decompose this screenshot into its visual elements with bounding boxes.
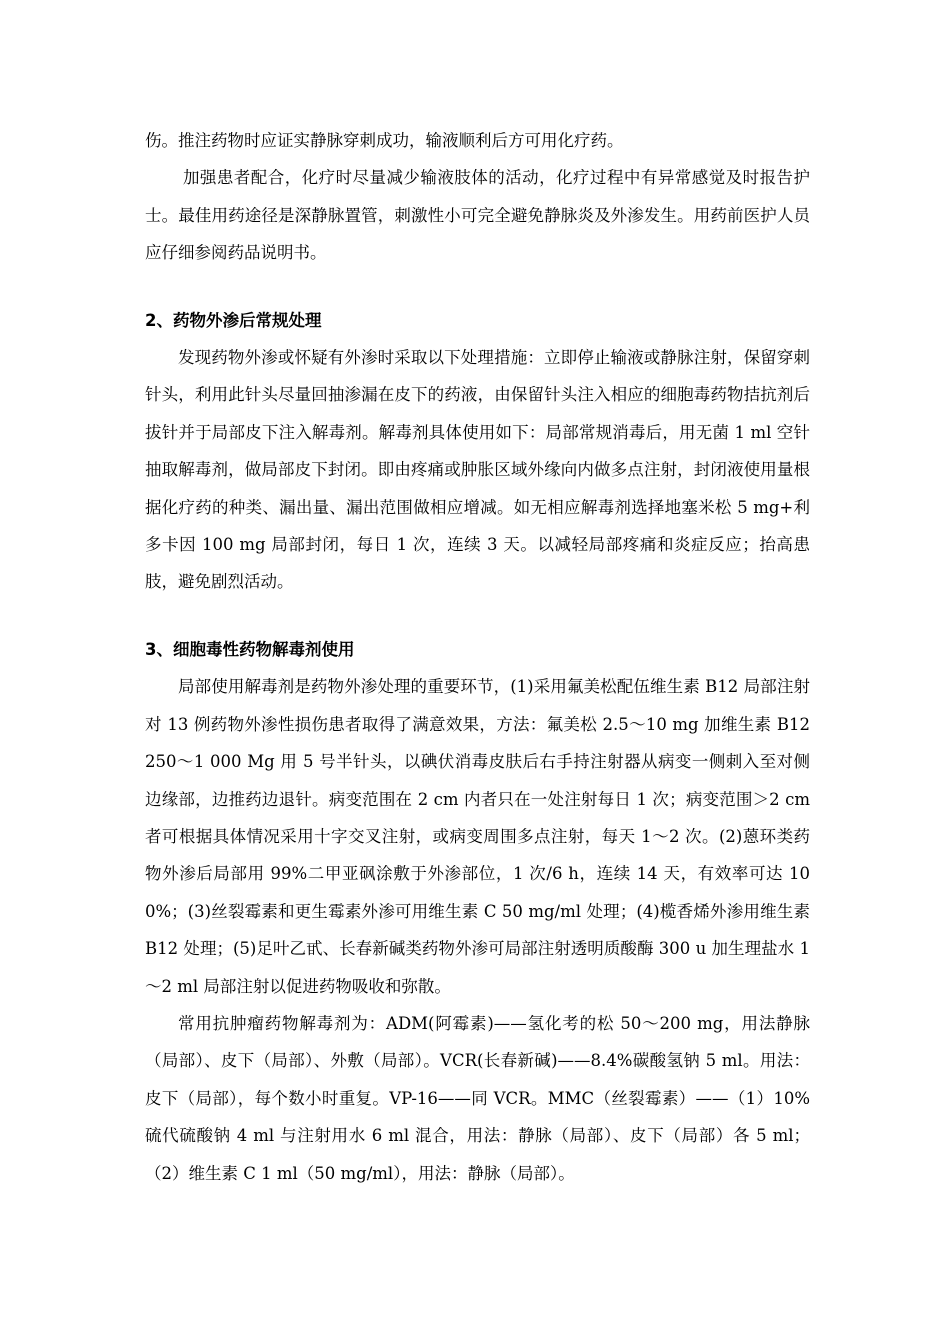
section-2-paragraph: 发现药物外渗或怀疑有外渗时采取以下处理措施：立即停止输液或静脉注射，保留穿刺针头，利用此针头尽量回抽渗漏在皮下的药液，由保留针头注入相应的细胞毒药物拮抗剂后拔针并于局部皮下注入解毒剂。解毒剂具体使用如下：局部常规消毒后，用无菌 1 ml 空针抽取解毒剂，做局部皮下封闭。即由疼痛或肿胀区域外缘向内做多点注射，封闭液使用量根据化疗药的种类、漏出量、漏出范围做相应增减。如无相应解毒剂选择地塞米松 5 mg+利多卡因 100 mg 局部封闭，每日 1 次，连续 3 天。以减轻局部疼痛和炎症反应；抬高患肢，避免剧烈活动。 [145, 348, 810, 592]
section-3-paragraph-local-antidote: 局部使用解毒剂是药物外渗处理的重要环节，(1)采用氟美松配伍维生素 B12 局部注射对 13 例药物外渗性损伤患者取得了满意效果，方法：氟美松 2.5～10 mg 加维生素 B12 250～1 000 Mg 用 5 号半针头，以碘伏消毒皮肤后右手持注射器从病变一侧刺入至对侧边缘部，边推药边退针。病变范围在 2 cm 内者只在一处注射每日 1 次；病变范围＞2 cm 者可根据具体情况采用十字交叉注射，或病变周围多点注射，每天 1～2 次。(2)蒽环类药物外渗后局部用 99%二甲亚砜涂敷于外渗部位，1 次/6 h，连续 14 天，有效率可达 100%；(3)丝裂霉素和更生霉素外渗可用维生素 C 50 mg/ml 处理；(4)榄香烯外渗用维生素 B12 处理；(5)足叶乙甙、长春新碱类药物外渗可局部注射透明质酸酶 300 u 加生理盐水 1～2 ml 局部注射以促进药物吸收和弥散。 [145, 677, 810, 996]
section-spacer [145, 272, 810, 302]
section-3-paragraph-common-antidotes: 常用抗肿瘤药物解毒剂为：ADM(阿霉素)——氢化考的松 50～200 mg，用法静脉（局部）、皮下（局部）、外敷（局部）。VCR(长春新碱)——8.4%碳酸氢钠 5 ml。用法：皮下（局部），每个数小时重复。VP-16——同 VCR。MMC（丝裂霉素）——（1）10%硫代硫酸钠 4 ml 与注射用水 6 ml 混合，用法：静脉（局部）、皮下（局部）各 5 ml；（2）维生素 C 1 ml（50 mg/ml），用法：静脉（局部）。 [145, 1013, 810, 1183]
document-page [145, 122, 810, 1192]
section-2-heading: 2、药物外渗后常规处理 [145, 310, 322, 330]
intro-paragraph-continuation: 伤。推注药物时应证实静脉穿刺成功，输液顺利后方可用化疗药。 [145, 131, 624, 150]
intro-paragraph-patient-cooperation: 加强患者配合，化疗时尽量减少输液肢体的活动，化疗过程中有异常感觉及时报告护士。最佳用药途径是深静脉置管，刺激性小可完全避免静脉炎及外渗发生。用药前医护人员应仔细参阅药品说明书。 [145, 168, 810, 263]
section-3-heading: 3、细胞毒性药物解毒剂使用 [145, 639, 355, 659]
section-spacer [145, 601, 810, 631]
